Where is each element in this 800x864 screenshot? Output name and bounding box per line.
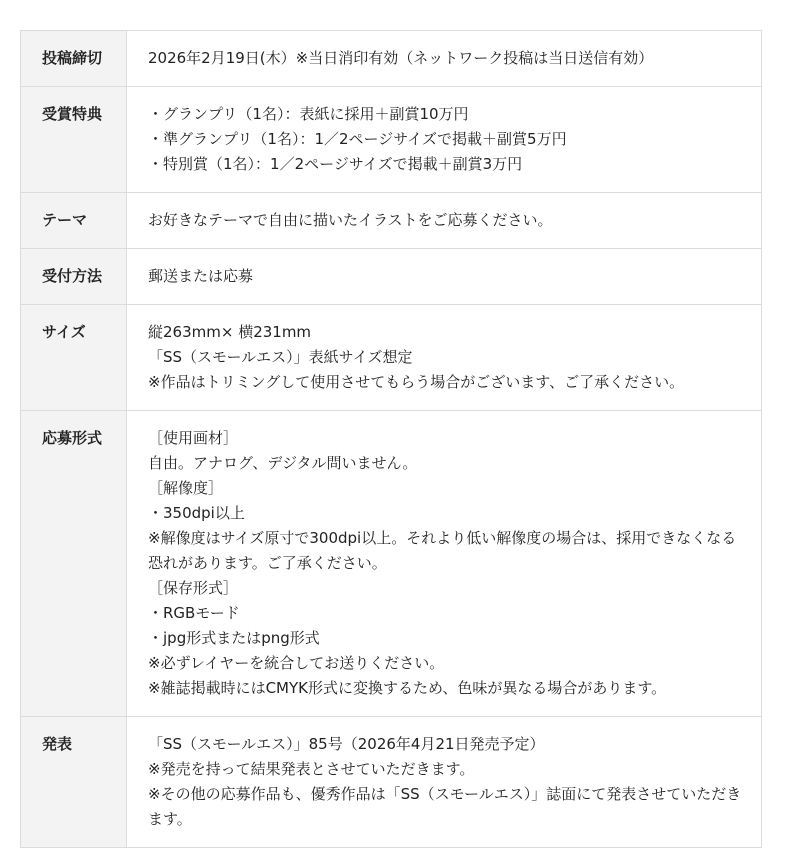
- submission-method-text: 郵送または応募: [148, 267, 254, 285]
- prize-runner-up: ・準グランプリ（1名）：1／2ページサイズで掲載＋副賞5万円: [148, 130, 567, 148]
- announcement-issue: 「SS（スモールエス）」85号（2026年4月21日発売予定）: [148, 735, 545, 753]
- row-prizes: [21, 87, 762, 193]
- row-label-submission-method: 受付方法: [21, 249, 127, 305]
- row-value-announcement: [127, 717, 762, 848]
- row-label-announcement: 発表: [21, 717, 127, 848]
- format-cmyk-note: ※雑誌掲載時にはCMYK形式に変換するため、色味が異なる場合があります。: [148, 679, 667, 697]
- row-value-submission-method: [127, 249, 762, 305]
- row-theme: [21, 193, 762, 249]
- row-value-theme: [127, 193, 762, 249]
- row-label-deadline: 投稿締切: [21, 31, 127, 87]
- row-size: [21, 305, 762, 411]
- format-resolution-note: ※解像度はサイズ原寸で300dpi以上。それより低い解像度の場合は、採用できなくなる恐れがあります。ご了承ください。: [148, 529, 737, 572]
- row-format: [21, 411, 762, 717]
- row-deadline: [21, 31, 762, 87]
- application-details-table: [20, 30, 762, 848]
- row-label-theme: テーマ: [21, 193, 127, 249]
- format-layer-note: ※必ずレイヤーを統合してお送りください。: [148, 654, 445, 672]
- row-label-size: サイズ: [21, 305, 127, 411]
- format-file-types: ・jpg形式またはpng形式: [148, 629, 320, 647]
- theme-text: お好きなテーマで自由に描いたイラストをご応募ください。: [148, 211, 553, 229]
- announcement-other-works-note: ※その他の応募作品も、優秀作品は「SS（スモールエス）」誌面にて発表させていただきます。: [148, 785, 742, 828]
- format-materials-heading: ［使用画材］: [148, 429, 239, 447]
- size-trimming-note: ※作品はトリミングして使用させてもらう場合がございます、ご了承ください。: [148, 373, 685, 391]
- deadline-text: 2026年2月19日(木）※当日消印有効（ネットワーク投稿は当日送信有効）: [148, 49, 654, 67]
- format-materials-text: 自由。アナログ、デジタル問いません。: [148, 454, 418, 472]
- row-value-size: [127, 305, 762, 411]
- row-submission-method: [21, 249, 762, 305]
- size-cover-note: 「SS（スモールエス）」表紙サイズ想定: [148, 348, 413, 366]
- prize-grand: ・グランプリ（1名）：表紙に採用＋副賞10万円: [148, 105, 469, 123]
- row-announcement: [21, 717, 762, 848]
- format-resolution-text: ・350dpi以上: [148, 504, 245, 522]
- row-value-prizes: [127, 87, 762, 193]
- row-value-deadline: [127, 31, 762, 87]
- format-resolution-heading: ［解像度］: [148, 479, 224, 497]
- announcement-results-note: ※発売を持って結果発表とさせていただきます。: [148, 760, 475, 778]
- size-dimensions: 縦263mm× 横231mm: [148, 323, 312, 341]
- row-value-format: [127, 411, 762, 717]
- prize-special: ・特別賞（1名）：1／2ページサイズで掲載＋副賞3万円: [148, 155, 523, 173]
- format-save-heading: ［保存形式］: [148, 579, 239, 597]
- row-label-format: 応募形式: [21, 411, 127, 717]
- row-label-prizes: 受賞特典: [21, 87, 127, 193]
- format-rgb-mode: ・RGBモード: [148, 604, 240, 622]
